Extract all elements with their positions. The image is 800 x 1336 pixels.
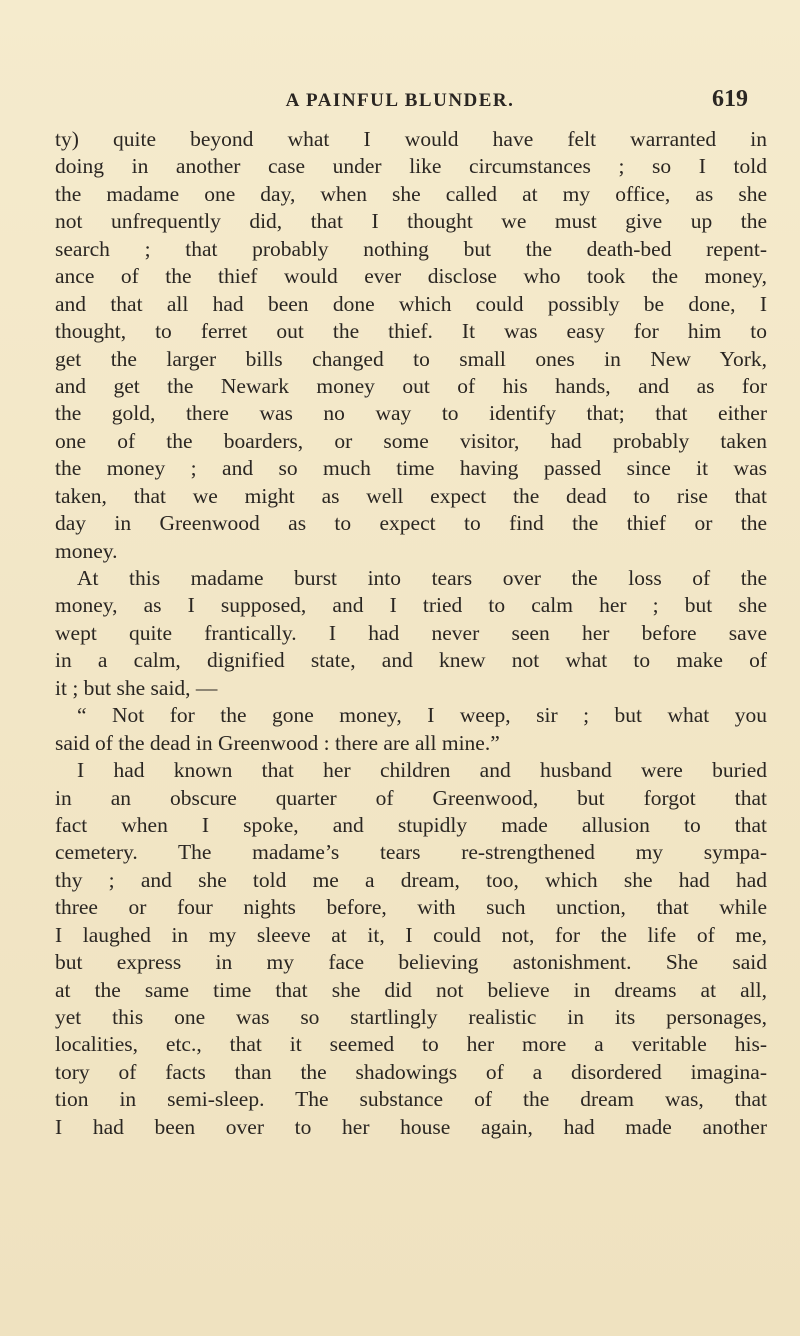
text-line: said of the dead in Greenwood : there are all mine.”: [55, 730, 500, 755]
text-line: the money ; and so much time having passed since it was: [55, 456, 767, 481]
paragraph-start: “ Not for the gone money, I weep, sir ; but what you: [77, 703, 767, 728]
text-line: tion in semi-sleep. The substance of the dream was, that: [55, 1087, 767, 1112]
text-line: doing in another case under like circumstances ; so I told: [55, 154, 767, 179]
text-line: cemetery. The madame’s tears re-strengthened my sympa-: [55, 840, 767, 865]
text-line: in an obscure quarter of Greenwood, but forgot that: [55, 785, 767, 810]
text-line: wept quite frantically. I had never seen her before save: [55, 620, 767, 645]
text-line: tory of facts than the shadowings of a disordered imagina-: [55, 1059, 767, 1084]
body-text: [55, 126, 767, 1141]
text-line: the gold, there was no way to identify that; that either: [55, 401, 767, 426]
text-line: it ; but she said, —: [55, 675, 218, 700]
text-line: yet this one was so startlingly realistic in its personages,: [55, 1005, 767, 1029]
text-line: and get the Newark money out of his hands, and as for: [55, 373, 767, 398]
text-line: localities, etc., that it seemed to her more a veritable his-: [55, 1032, 767, 1057]
text-line: thy ; and she told me a dream, too, which she had had: [55, 867, 767, 892]
running-head: [0, 86, 800, 120]
paragraph-start: I had known that her children and husband were buried: [77, 758, 767, 783]
text-line: the madame one day, when she called at my office, as she: [55, 181, 767, 206]
text-line: day in Greenwood as to expect to find the thief or the: [55, 511, 767, 536]
text-line: but express in my face believing astonishment. She said: [55, 950, 767, 975]
text-line: fact when I spoke, and stupidly made allusion to that: [55, 812, 767, 837]
page-number: 619: [712, 86, 748, 112]
text-line: one of the boarders, or some visitor, had probably taken: [55, 428, 767, 453]
text-line: ance of the thief would ever disclose who took the money,: [55, 264, 767, 289]
text-line: money.: [55, 538, 118, 563]
text-line: thought, to ferret out the thief. It was easy for him to: [55, 319, 767, 344]
text-line: I laughed in my sleeve at it, I could not, for the life of me,: [55, 922, 767, 947]
text-line: at the same time that she did not believe in dreams at all,: [55, 977, 767, 1002]
text-line: ty) quite beyond what I would have felt warranted in: [55, 127, 767, 151]
text-line: in a calm, dignified state, and knew not what to make of: [55, 648, 767, 673]
text-line: three or four nights before, with such unction, that while: [55, 895, 767, 920]
paragraph-start: At this madame burst into tears over the loss of the: [77, 566, 767, 590]
chapter-title: A PAINFUL BLUNDER.: [285, 90, 515, 111]
text-line: I had been over to her house again, had made another: [55, 1114, 767, 1139]
text-line: money, as I supposed, and I tried to calm her ; but she: [55, 593, 767, 618]
text-line: search ; that probably nothing but the death-bed repent-: [55, 236, 767, 261]
text-line: not unfrequently did, that I thought we must give up the: [55, 209, 767, 234]
text-line: and that all had been done which could possibly be done, I: [55, 291, 767, 316]
text-line: get the larger bills changed to small ones in New York,: [55, 346, 767, 371]
text-line: taken, that we might as well expect the dead to rise that: [55, 483, 767, 508]
